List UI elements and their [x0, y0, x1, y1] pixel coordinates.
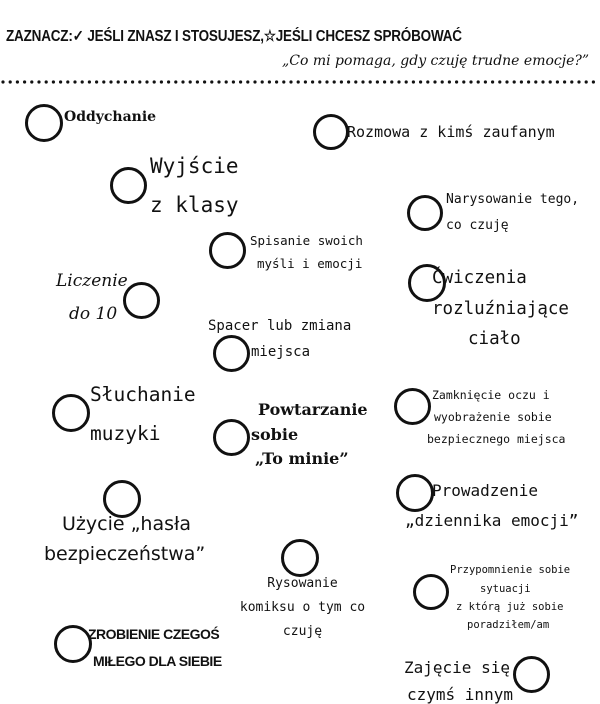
spisanie-checkbox[interactable] — [209, 232, 246, 269]
narysowanie-checkbox[interactable] — [407, 195, 443, 231]
uzycie-label-line1: Użycie „hasła — [62, 513, 192, 535]
rysowanie-checkbox[interactable] — [281, 539, 319, 577]
zamkniecie-label-line2: wyobrażenie sobie — [434, 410, 552, 424]
zamkniecie-label-line3: bezpiecznego miejsca — [427, 432, 566, 446]
uzycie-label-line2: bezpieczeństwa” — [44, 543, 206, 565]
zamkniecie-label-line1: Zamknięcie oczu i — [432, 388, 550, 402]
sluchanie-label-line1: Słuchanie — [90, 383, 196, 406]
zajecie-label-line1: Zajęcie się — [404, 658, 510, 677]
wyjscie-checkbox[interactable] — [110, 167, 147, 204]
zamkniecie-checkbox[interactable] — [394, 388, 431, 425]
wyjscie-label-line2: z klasy — [150, 193, 239, 217]
zajecie-checkbox[interactable] — [513, 656, 550, 693]
check-meaning: JEŚLI ZNASZ I STOSUJESZ, — [83, 27, 264, 45]
cwiczenia-label-line1: Ćwiczenia — [432, 268, 527, 288]
sluchanie-checkbox[interactable] — [52, 394, 90, 432]
powtarzanie-checkbox[interactable] — [213, 419, 250, 456]
rysowanie-label-line2: komiksu o tym co — [239, 600, 366, 615]
powtarzanie-label-line2: sobie — [251, 425, 299, 444]
worksheet-instruction — [6, 27, 462, 45]
narysowanie-label-line1: Narysowanie tego, — [446, 192, 580, 207]
przypomnienie-label-line2: sytuacji — [480, 583, 531, 595]
przypomnienie-checkbox[interactable] — [413, 574, 449, 610]
liczenie-checkbox[interactable] — [123, 282, 160, 319]
zrobienie-label-line2: MIŁEGO DLA SIEBIE — [93, 653, 222, 669]
oddychanie-label: Oddychanie — [64, 109, 157, 125]
przypomnienie-label-line3: z którą już sobie — [456, 601, 564, 613]
prowadzenie-label-line1: Prowadzenie — [432, 481, 538, 500]
prowadzenie-label-line2: „dziennika emocji” — [405, 511, 579, 530]
liczenie-label-line1: Liczenie — [56, 271, 128, 291]
dotted-divider — [0, 78, 600, 86]
zrobienie-label-line1: ZROBIENIE CZEGOŚ — [88, 626, 220, 642]
liczenie-label-line2: do 10 — [69, 304, 118, 324]
checkmark-icon: ✓ — [72, 27, 84, 45]
rysowanie-label-line3: czuję — [282, 624, 323, 639]
przypomnienie-label-line1: Przypomnienie sobie — [450, 564, 571, 576]
spacer-label-line1: Spacer lub zmiana — [208, 318, 352, 334]
prowadzenie-checkbox[interactable] — [396, 474, 434, 512]
sluchanie-label-line2: muzyki — [90, 422, 161, 445]
zajecie-label-line2: czymś innym — [407, 685, 513, 704]
spacer-label-line2: miejsca — [251, 344, 311, 360]
spisanie-label-line1: Spisanie swoich — [250, 233, 363, 248]
star-icon: ☆ — [263, 27, 276, 45]
oddychanie-checkbox[interactable] — [25, 104, 63, 142]
star-meaning: JEŚLI CHCESZ SPRÓBOWAĆ — [275, 27, 462, 45]
cwiczenia-label-line2: rozluźniające — [432, 299, 569, 319]
worksheet-title: „Co mi pomaga, gdy czuję trudne emocje?” — [282, 53, 590, 69]
rozmowa-label: Rozmowa z kimś zaufanym — [347, 123, 555, 141]
powtarzanie-label-line3: „To minie” — [255, 449, 349, 468]
rozmowa-checkbox[interactable] — [313, 114, 349, 150]
rysowanie-label-line1: Rysowanie — [267, 576, 338, 591]
zrobienie-checkbox[interactable] — [54, 625, 92, 663]
spacer-checkbox[interactable] — [213, 335, 250, 372]
powtarzanie-label-line1: Powtarzanie — [258, 400, 368, 419]
narysowanie-label-line2: co czuję — [446, 218, 509, 233]
wyjscie-label-line1: Wyjście — [150, 154, 239, 178]
cwiczenia-label-line3: ciało — [468, 329, 521, 349]
przypomnienie-label-line4: poradziłem/am — [467, 619, 550, 631]
spisanie-label-line2: myśli i emocji — [257, 256, 363, 271]
instruction-prefix: ZAZNACZ: — [6, 27, 73, 45]
